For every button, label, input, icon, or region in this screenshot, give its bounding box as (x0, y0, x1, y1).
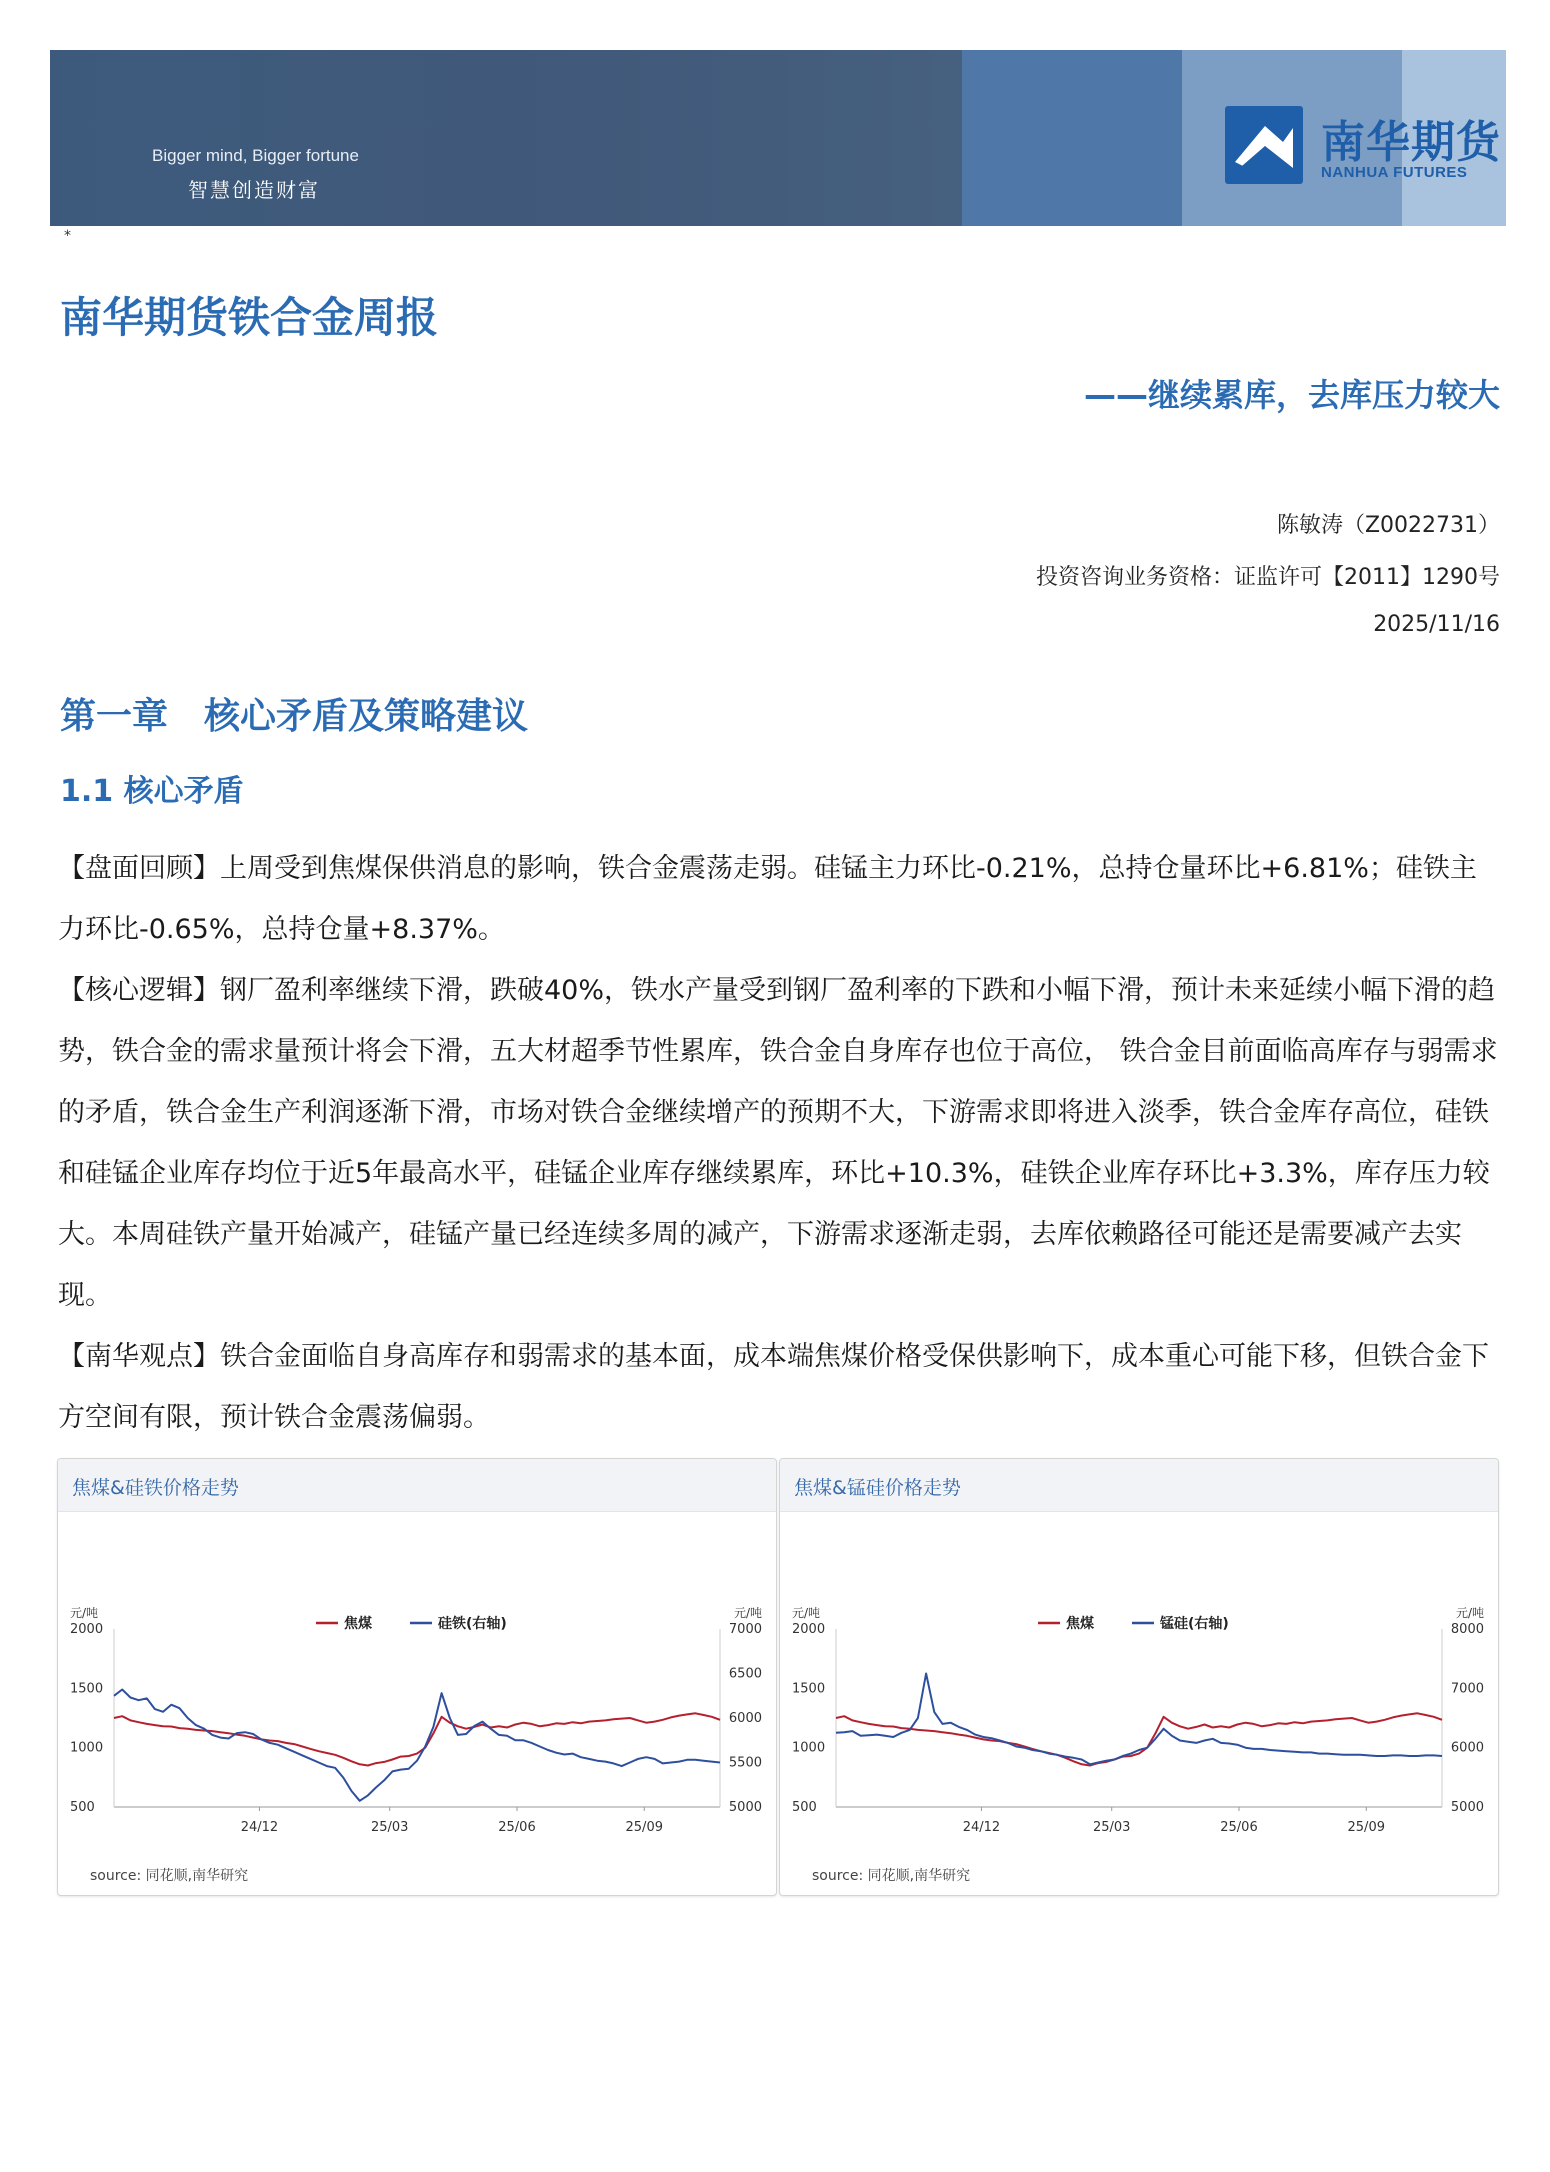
y-right-tick-label: 5000 (728, 1800, 762, 1815)
x-tick-label: 25/09 (1347, 1820, 1385, 1835)
x-tick-label: 25/09 (625, 1820, 663, 1835)
legend-label: 硅铁(右轴) (438, 1616, 507, 1632)
chart-source: source: 同花顺,南华研究 (90, 1868, 249, 1884)
logo-name-cn: 南华期货 (1321, 117, 1501, 168)
legend-label: 锰硅(右轴) (1160, 1616, 1229, 1632)
series-line (836, 1713, 1442, 1765)
header-banner (50, 50, 1506, 226)
y-right-unit: 元/吨 (1455, 1606, 1484, 1620)
y-right-tick-label: 6000 (728, 1711, 762, 1726)
banner-band-mid (962, 50, 1182, 226)
banner-tagline-en: Bigger mind, Bigger fortune (152, 146, 359, 165)
chart-title: 焦煤&锰硅价格走势 (794, 1477, 961, 1499)
y-left-tick-label: 2000 (70, 1622, 104, 1637)
y-right-tick-label: 5000 (1450, 1800, 1484, 1815)
legend-label: 焦煤 (1066, 1616, 1094, 1632)
paragraph-core-logic: 【核心逻辑】钢厂盈利率继续下滑，跌破40%，铁水产量受到钢厂盈利率的下跌和小幅下滑，预计未来延续小幅下滑的趋势，铁合金的需求量预计将会下滑，五大材超季节性累库，铁合金自身库存也位于高位， 铁合金目前面临高库存与弱需求的矛盾，铁合金生产利润逐渐下滑，市场对铁合金继续增产的预期不大，下游需求即将进入淡季，铁合金库存高位，硅铁和硅锰企业库存均位于近5年最高水平，硅锰企业库存继续累库，环比+10.3%，硅铁企业库存环比+3.3%，库存压力较大。本周硅铁产量开始减产，硅锰产量已经连续多周的减产，下游需求逐渐走弱，去库依赖路径可能还是需要减产去实现。 (58, 975, 1498, 1311)
x-tick-label: 25/03 (1092, 1820, 1131, 1835)
series-line (114, 1713, 720, 1765)
y-left-unit: 元/吨 (792, 1606, 821, 1620)
page-marker: * (64, 228, 71, 244)
chart-title: 焦煤&硅铁价格走势 (72, 1477, 239, 1499)
banner-tagline-cn: 智慧创造财富 (188, 178, 320, 202)
report-license: 投资咨询业务资格：证监许可【2011】1290号 (1036, 565, 1500, 590)
y-left-tick-label: 500 (70, 1800, 95, 1815)
chart-card-coke-fesi (57, 1458, 777, 1896)
report-date: 2025/11/16 (1373, 612, 1500, 637)
y-left-unit: 元/吨 (70, 1606, 99, 1620)
report-author: 陈敏涛（Z0022731） (1276, 513, 1500, 538)
y-left-tick-label: 500 (792, 1800, 817, 1815)
chart-source: source: 同花顺,南华研究 (812, 1868, 971, 1884)
y-right-tick-label: 6000 (1450, 1740, 1484, 1756)
report-title: 南华期货铁合金周报 (60, 293, 439, 342)
section-heading: 1.1 核心矛盾 (60, 774, 244, 809)
x-tick-label: 25/03 (370, 1820, 409, 1835)
logo-name-en: NANHUA FUTURES (1321, 164, 1468, 181)
banner-band-dark (50, 50, 962, 226)
chart-card-header (58, 1459, 776, 1512)
y-right-tick-label: 7000 (1450, 1681, 1484, 1697)
chapter-heading: 第一章 核心矛盾及策略建议 (60, 696, 529, 737)
legend-label: 焦煤 (344, 1616, 372, 1632)
y-right-tick-label: 8000 (1450, 1622, 1484, 1637)
y-left-tick-label: 1000 (792, 1740, 826, 1756)
y-left-tick-label: 1500 (792, 1681, 826, 1697)
chart-card-header (780, 1459, 1498, 1512)
nanhua-logo (1225, 102, 1505, 192)
y-right-tick-label: 6500 (728, 1666, 762, 1682)
chart-coke-fesi (58, 1511, 776, 1861)
x-tick-label: 24/12 (240, 1820, 279, 1835)
x-tick-label: 25/06 (498, 1820, 536, 1835)
x-tick-label: 24/12 (962, 1820, 1001, 1835)
series-line (114, 1690, 720, 1801)
chart-coke-simn (780, 1511, 1498, 1861)
report-subtitle: ——继续累库，去库压力较大 (1083, 376, 1500, 414)
y-left-tick-label: 2000 (792, 1622, 826, 1637)
y-left-tick-label: 1000 (70, 1740, 104, 1756)
x-tick-label: 25/06 (1220, 1820, 1258, 1835)
chart-card-coke-simn (779, 1458, 1499, 1896)
nanhua-logo-mark-icon (1225, 106, 1303, 184)
y-right-tick-label: 7000 (728, 1622, 762, 1637)
paragraph-nanhua-view: 【南华观点】铁合金面临自身高库存和弱需求的基本面，成本端焦煤价格受保供影响下，成本重心可能下移，但铁合金下方空间有限，预计铁合金震荡偏弱。 (58, 1341, 1489, 1433)
y-left-tick-label: 1500 (70, 1681, 104, 1697)
y-right-unit: 元/吨 (733, 1606, 762, 1620)
y-right-tick-label: 5500 (728, 1755, 762, 1771)
paragraph-market-review: 【盘面回顾】上周受到焦煤保供消息的影响，铁合金震荡走弱。硅锰主力环比-0.21%，总持仓量环比+6.81%；硅铁主力环比-0.65%，总持仓量+8.37%。 (58, 853, 1477, 945)
